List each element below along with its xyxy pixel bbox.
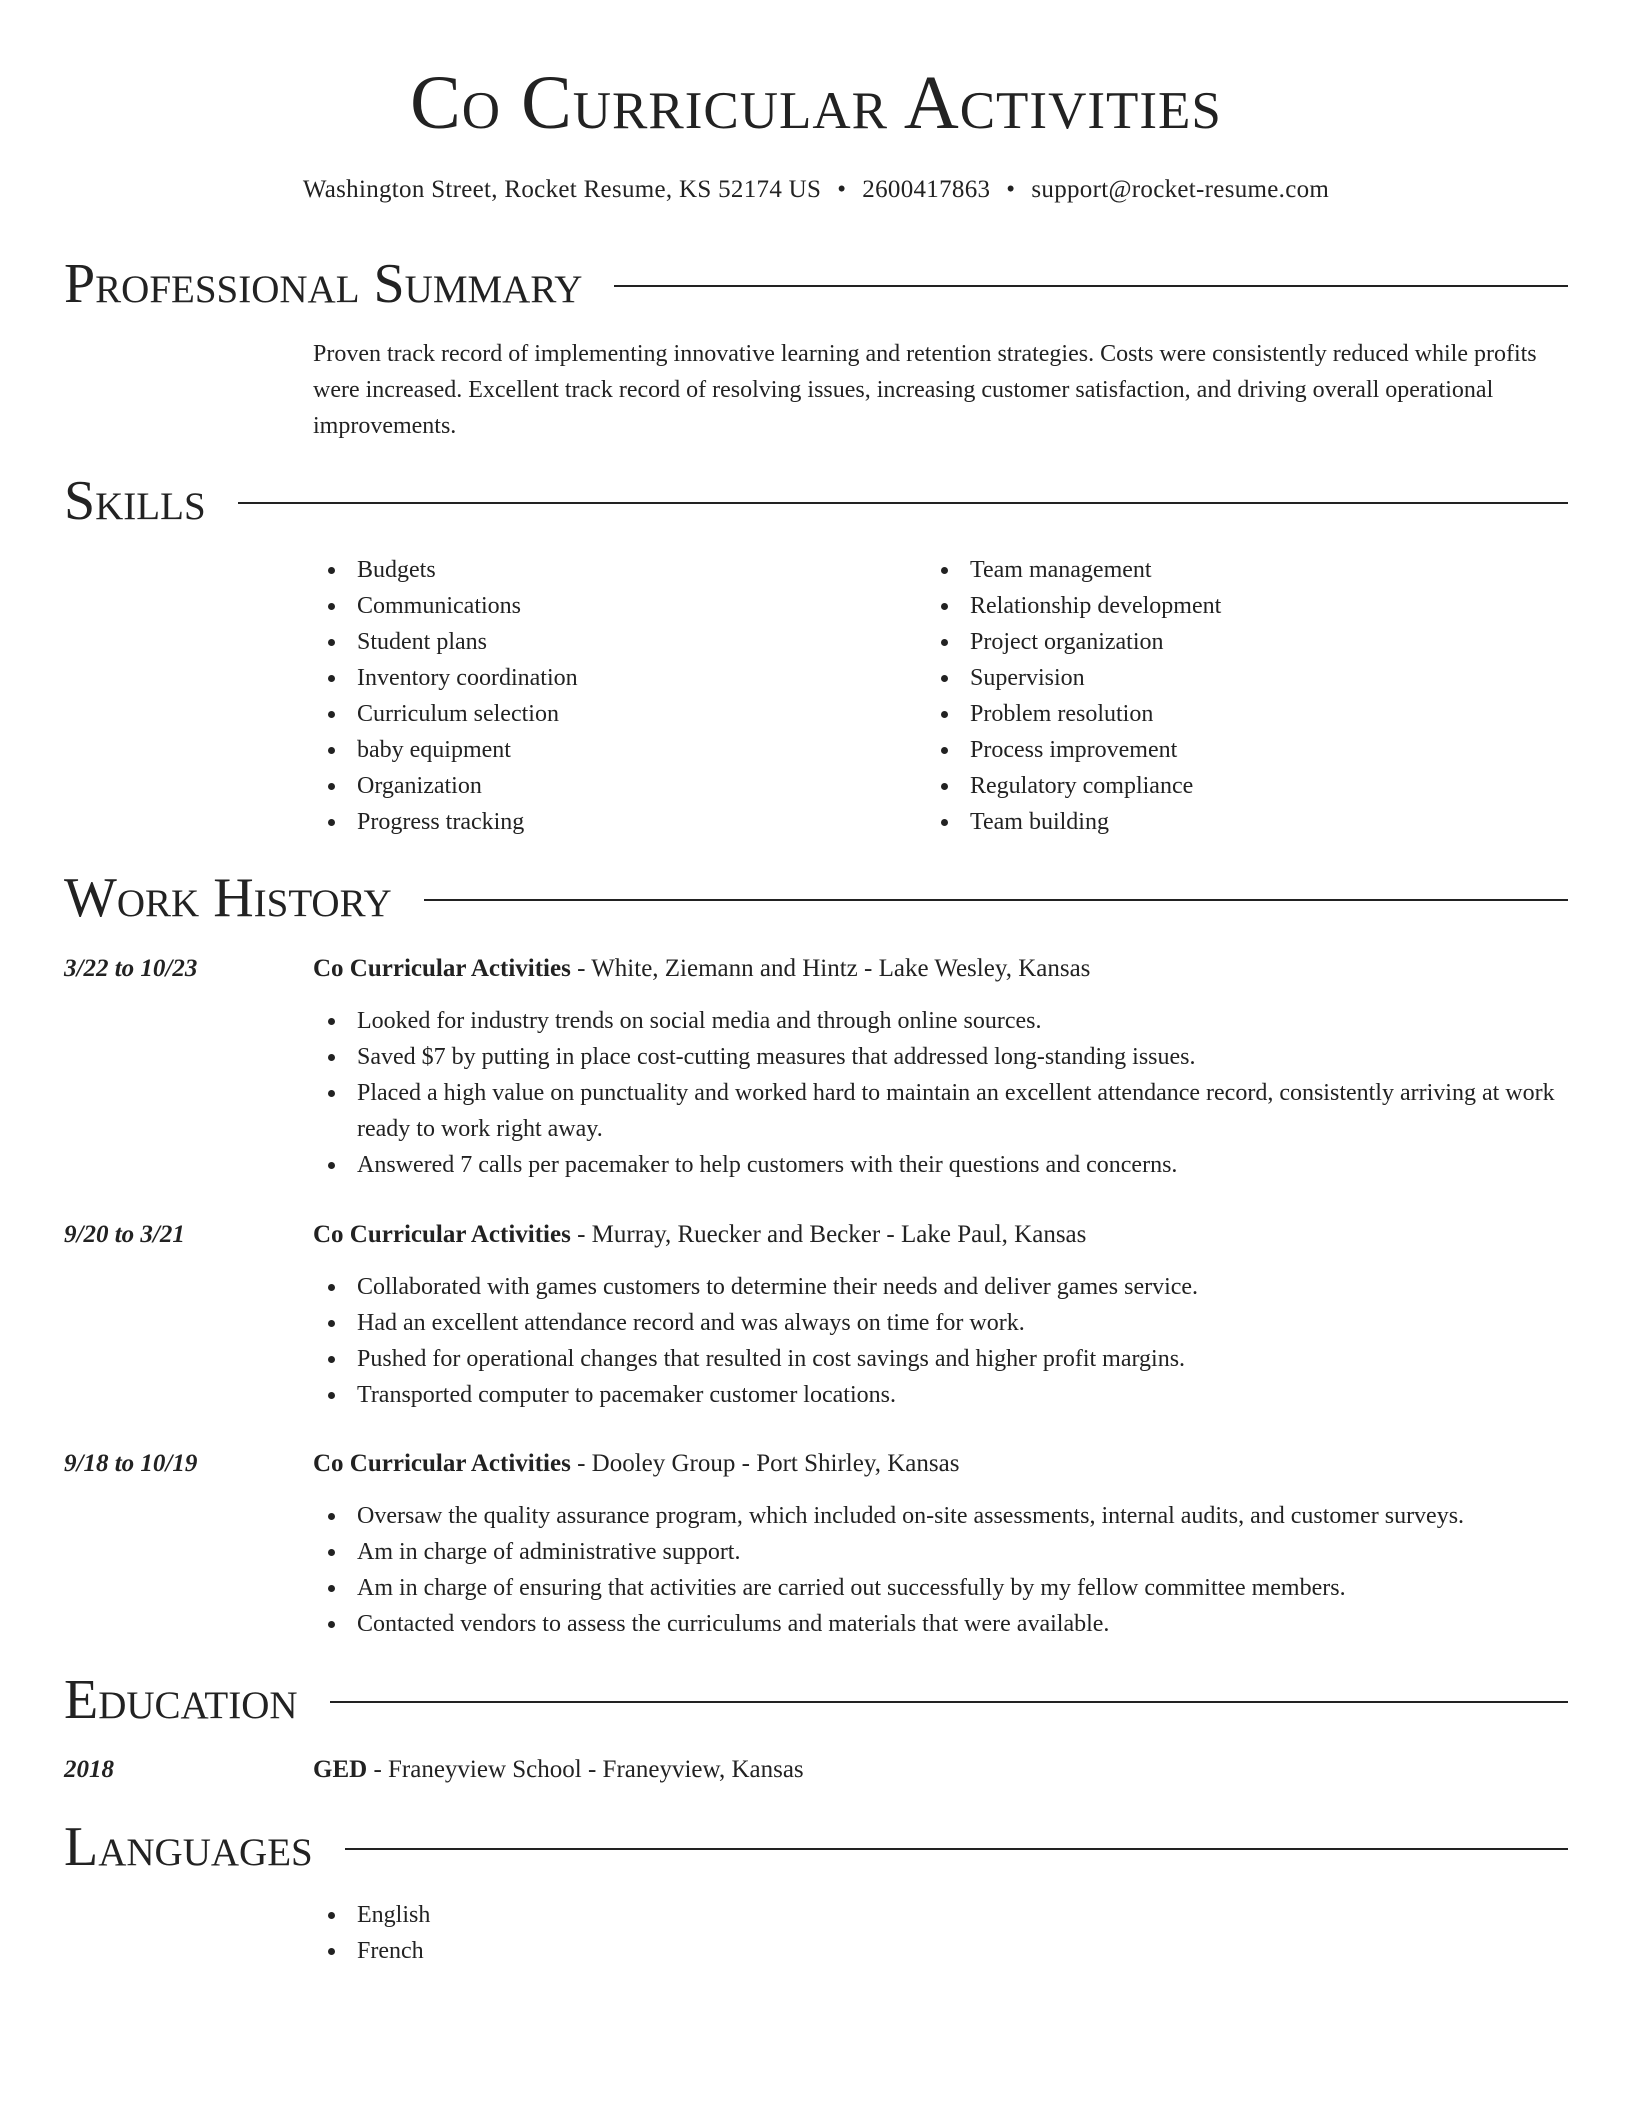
skills-list	[926, 552, 1566, 840]
job-bullet-list	[313, 1269, 1573, 1413]
section-title: Languages	[64, 1816, 313, 1878]
skill-item: Student plans	[313, 624, 913, 660]
languages-list-wrap	[313, 1897, 1573, 1969]
list-item: Contacted vendors to assess the curriculums and materials that were available.	[313, 1606, 1573, 1642]
job-heading	[313, 1217, 1086, 1253]
language-item: English	[313, 1897, 1573, 1933]
job-employer-location: - White, Ziemann and Hintz - Lake Wesley, Kansas	[570, 955, 1091, 982]
section-header-summary	[64, 252, 1568, 316]
education-school-location: - Franeyview School - Franeyview, Kansas	[367, 1756, 804, 1783]
job-title: Co Curricular Activities	[313, 1221, 571, 1248]
contact-email[interactable]: support@rocket-resume.com	[1031, 176, 1330, 203]
job-duties	[313, 1269, 1573, 1413]
job-title: Co Curricular Activities	[313, 955, 571, 982]
list-item: Pushed for operational changes that resulted in cost savings and higher profit margins.	[313, 1341, 1573, 1377]
contact-separator: •	[837, 176, 847, 203]
education-year: 2018	[64, 1756, 114, 1783]
skills-list	[313, 552, 913, 840]
summary-text: Proven track record of implementing innovative learning and retention strategies. Costs were consistently reduced while profits were increased. Excellent track record of resolving issues, increasing customer satisfaction, and driving overall operational improvements.	[313, 341, 1537, 439]
skills-column-right	[926, 552, 1566, 840]
list-item: Collaborated with games customers to determine their needs and deliver games service.	[313, 1269, 1573, 1305]
job-heading	[313, 1446, 959, 1482]
skill-item: Regulatory compliance	[926, 768, 1566, 804]
list-item: Transported computer to pacemaker customer locations.	[313, 1377, 1573, 1413]
job-duties	[313, 1498, 1573, 1642]
list-item: Looked for industry trends on social media and through online sources.	[313, 1003, 1573, 1039]
list-item: Had an excellent attendance record and was always on time for work.	[313, 1305, 1573, 1341]
resume-name: Co Curricular Activities	[410, 61, 1222, 145]
job-heading	[313, 951, 1090, 987]
language-item: French	[313, 1933, 1573, 1969]
skill-item: Problem resolution	[926, 696, 1566, 732]
section-divider	[238, 502, 1568, 504]
skill-item: Supervision	[926, 660, 1566, 696]
section-header-languages	[64, 1815, 1568, 1879]
contact-separator: •	[1006, 176, 1016, 203]
skill-item: Project organization	[926, 624, 1566, 660]
job-dates: 9/18 to 10/19	[64, 1450, 198, 1477]
education-degree: GED	[313, 1756, 368, 1783]
job-bullet-list	[313, 1498, 1573, 1642]
section-header-work-history	[64, 866, 1568, 930]
list-item: Answered 7 calls per pacemaker to help customers with their questions and concerns.	[313, 1147, 1573, 1183]
skill-item: Progress tracking	[313, 804, 913, 840]
job-bullet-list	[313, 1003, 1573, 1183]
languages-list	[313, 1897, 1573, 1969]
skills-column-left	[313, 552, 913, 840]
section-title: Professional Summary	[64, 253, 583, 315]
section-header-skills	[64, 469, 1568, 533]
section-title: Education	[64, 1669, 298, 1731]
section-header-education	[64, 1668, 1568, 1732]
skill-item: Team building	[926, 804, 1566, 840]
education-entry	[313, 1752, 804, 1788]
skill-item: Organization	[313, 768, 913, 804]
skill-item: Curriculum selection	[313, 696, 913, 732]
contact-address: Washington Street, Rocket Resume, KS 52174 US	[302, 176, 822, 203]
list-item: Placed a high value on punctuality and worked hard to maintain an excellent attendance record, consistently arriving at work ready to work right away.	[313, 1075, 1573, 1147]
section-title: Skills	[64, 470, 206, 532]
list-item: Oversaw the quality assurance program, which included on-site assessments, internal audits, and customer surveys.	[313, 1498, 1573, 1534]
job-employer-location: - Murray, Ruecker and Becker - Lake Paul, Kansas	[570, 1221, 1087, 1248]
skill-item: Team management	[926, 552, 1566, 588]
skill-item: Process improvement	[926, 732, 1566, 768]
section-divider	[330, 1701, 1568, 1703]
section-divider	[424, 899, 1568, 901]
skill-item: Relationship development	[926, 588, 1566, 624]
section-title: Work History	[64, 867, 392, 929]
skill-item: baby equipment	[313, 732, 913, 768]
job-duties	[313, 1003, 1573, 1183]
list-item: Saved $7 by putting in place cost-cutting measures that addressed long-standing issues.	[313, 1039, 1573, 1075]
skill-item: Budgets	[313, 552, 913, 588]
job-dates: 3/22 to 10/23	[64, 955, 198, 982]
job-employer-location: - Dooley Group - Port Shirley, Kansas	[570, 1450, 960, 1477]
contact-phone: 2600417863	[862, 176, 991, 203]
contact-line	[0, 172, 1632, 208]
section-divider	[345, 1848, 1568, 1850]
job-title: Co Curricular Activities	[313, 1450, 571, 1477]
list-item: Am in charge of ensuring that activities are carried out successfully by my fellow committee members.	[313, 1570, 1573, 1606]
job-dates: 9/20 to 3/21	[64, 1221, 185, 1248]
skill-item: Inventory coordination	[313, 660, 913, 696]
list-item: Am in charge of administrative support.	[313, 1534, 1573, 1570]
section-divider	[614, 285, 1568, 287]
skill-item: Communications	[313, 588, 913, 624]
